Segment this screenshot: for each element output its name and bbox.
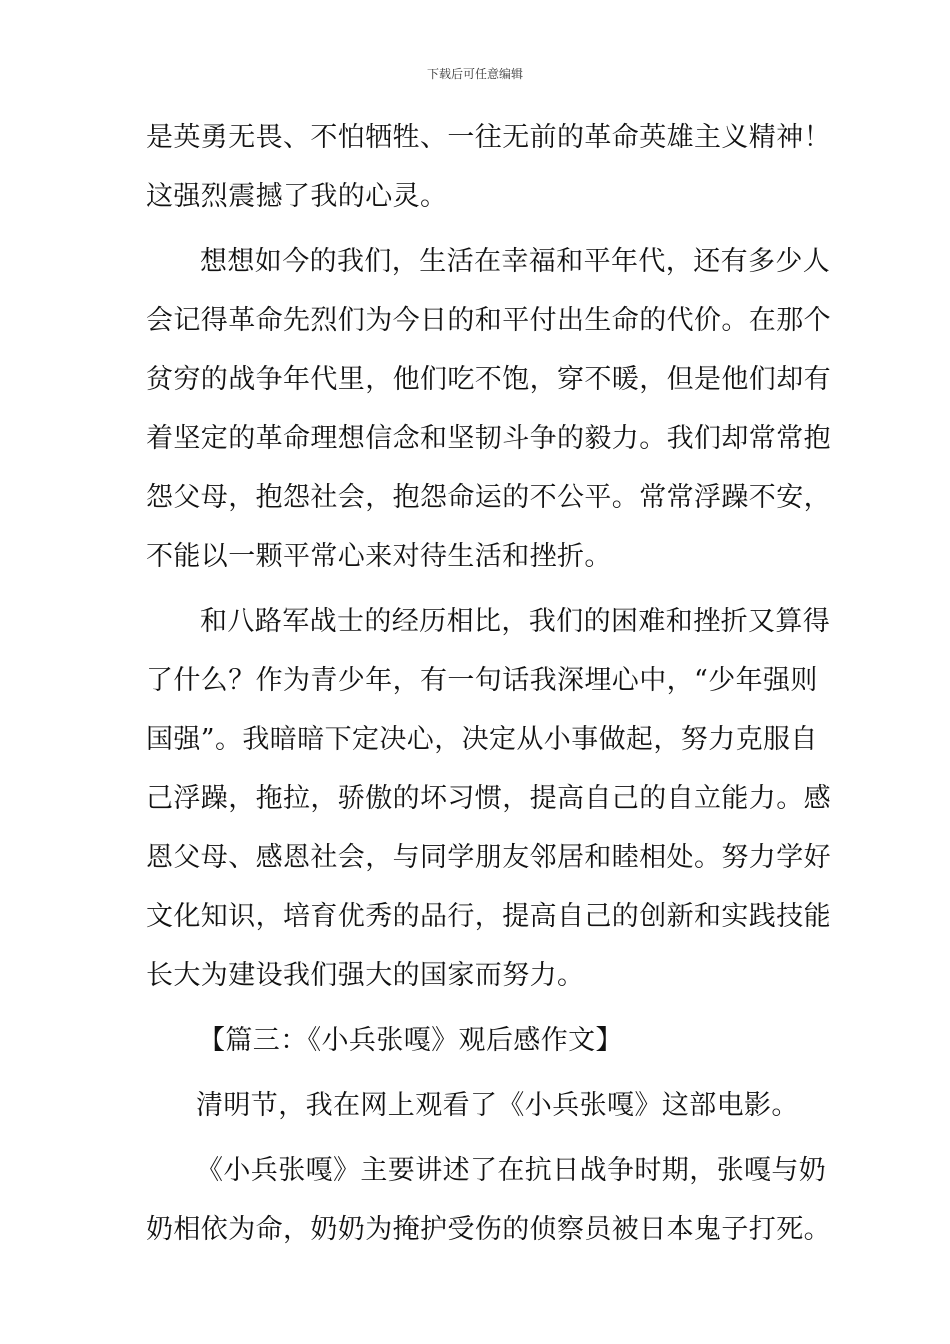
- text-line: 贫穷的战争年代里，他们吃不饱，穿不暖，但是他们却有: [146, 364, 831, 395]
- text-line: 这强烈震撼了我的心灵。: [146, 181, 448, 212]
- text-line: 着坚定的革命理想信念和坚韧斗争的毅力。我们却常常抱: [146, 423, 831, 454]
- text-line: 恩父母、感恩社会，与同学朋友邻居和睦相处。努力学好: [146, 842, 831, 873]
- text-line: 怨父母，抱怨社会，抱怨命运的不公平。常常浮躁不安，: [146, 482, 831, 513]
- text-line: 己浮躁，拖拉，骄傲的坏习惯，提高自己的自立能力。感: [146, 783, 831, 814]
- paragraph: [146, 232, 831, 586]
- text-line: 是英勇无畏、不怕牺牲、一往无前的革命英雄主义精神！: [146, 122, 831, 153]
- paragraph: [146, 592, 831, 1005]
- text-line: 和八路军战士的经历相比，我们的困难和挫折又算得: [200, 606, 831, 637]
- text-line: 想想如今的我们，生活在幸福和平年代，还有多少人: [200, 246, 831, 277]
- page-header: 下载后可任意编辑: [426, 67, 523, 81]
- text-line: 《小兵张嘎》主要讲述了在抗日战争时期，张嘎与奶: [196, 1155, 827, 1186]
- document-body: [146, 108, 831, 1259]
- text-line: 长大为建设我们强大的国家而努力。: [146, 960, 585, 991]
- section-heading: 【篇三：《小兵张嘎》观后感作文】: [198, 1025, 623, 1056]
- paragraph: [146, 108, 831, 226]
- text-line: 奶相依为命，奶奶为掩护受伤的侦察员被日本鬼子打死。: [146, 1214, 831, 1245]
- text-line: 清明节，我在网上观看了《小兵张嘎》这部电影。: [196, 1090, 799, 1121]
- paragraph: [146, 1076, 816, 1135]
- text-line: 会记得革命先烈们为今日的和平付出生命的代价。在那个: [146, 305, 831, 336]
- text-line: 不能以一颗平常心来对待生活和挫折。: [146, 541, 612, 572]
- paragraph: [146, 1141, 831, 1259]
- text-line: 国强”。我暗暗下定决心，决定从小事做起，努力克服自: [146, 724, 818, 755]
- text-line: 文化知识，培育优秀的品行，提高自己的创新和实践技能: [146, 901, 831, 932]
- text-line: 了什么？作为青少年，有一句话我深埋心中，“少年强则: [146, 665, 818, 696]
